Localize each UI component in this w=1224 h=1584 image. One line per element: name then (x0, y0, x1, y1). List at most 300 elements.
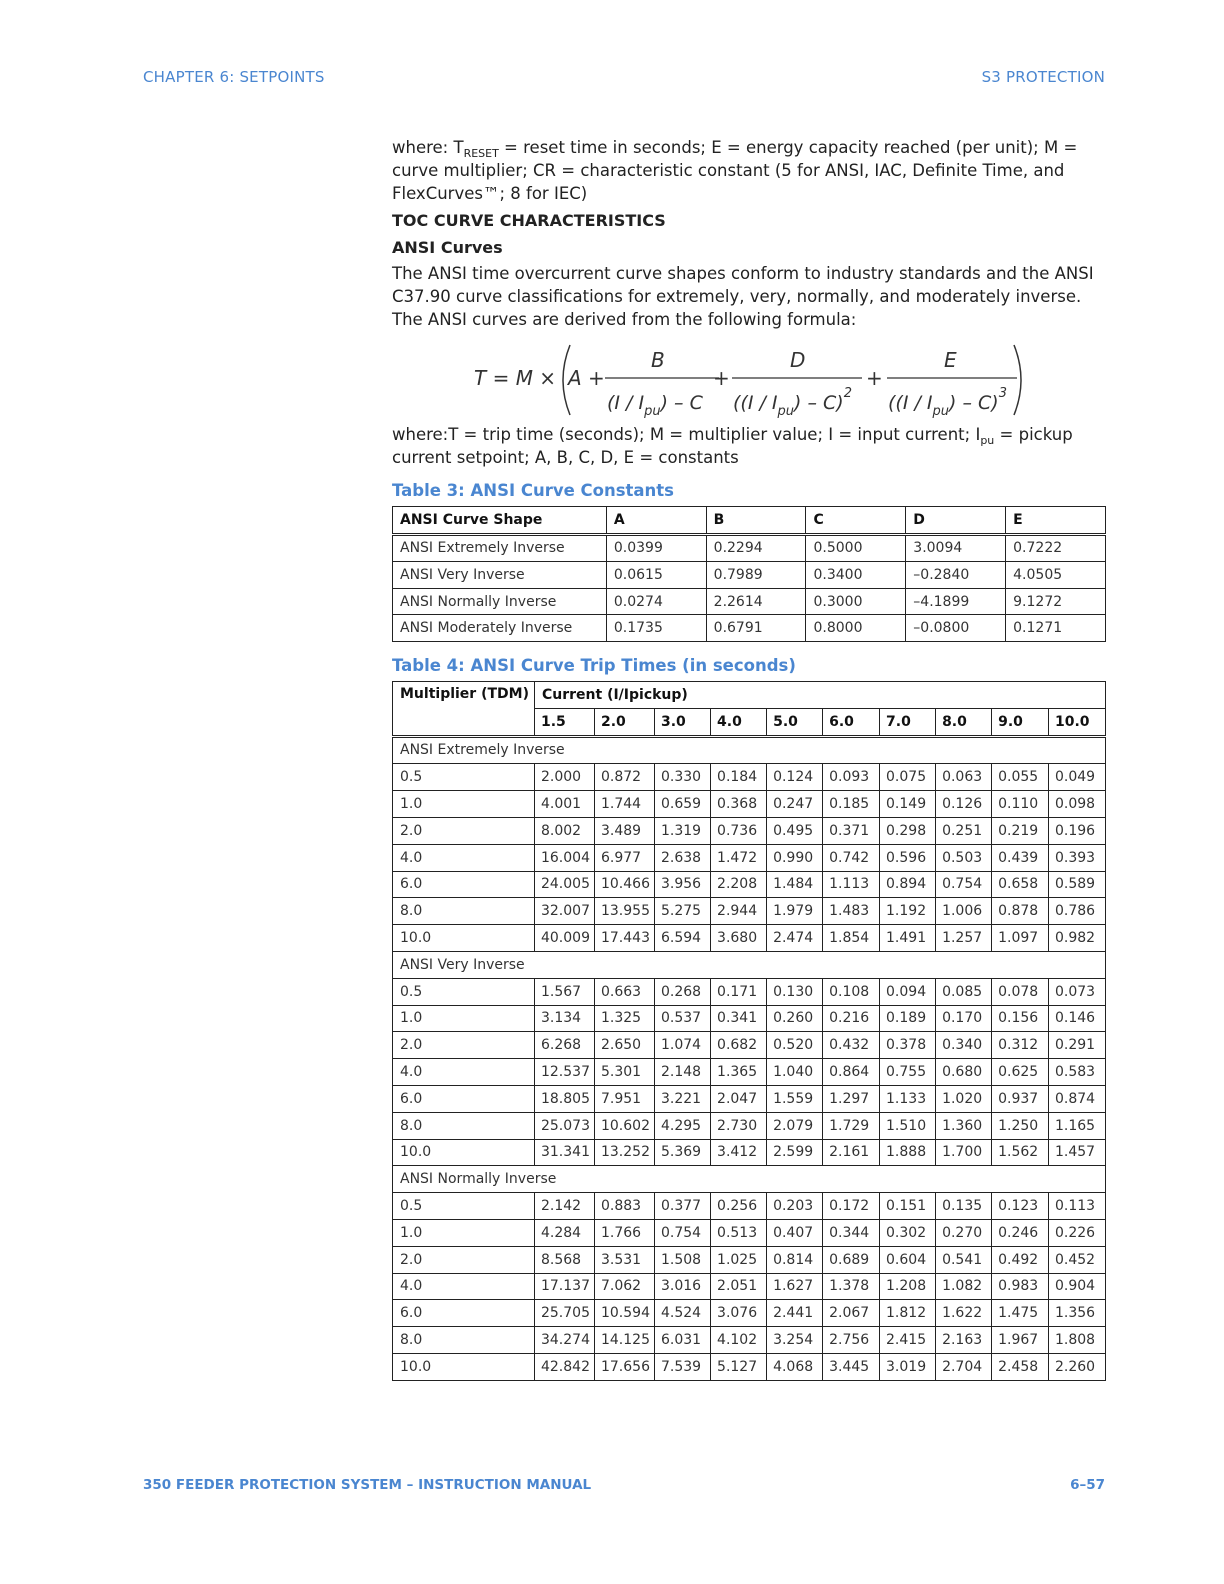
formula-den-2: $((I / I_{pu}) - C)^2$ (733, 386, 852, 419)
table4-cell: 0.604 (880, 1246, 936, 1273)
table3-cell: 0.0274 (606, 588, 706, 615)
table4-cell: 13.252 (594, 1139, 654, 1166)
table4-cell: 0.341 (711, 1005, 767, 1032)
table4-cell: 0.659 (654, 791, 710, 818)
table3-header-cell: D (906, 507, 1006, 535)
table4-cell: 0.246 (992, 1219, 1049, 1246)
chapter-header: CHAPTER 6: SETPOINTS (143, 68, 325, 86)
table4-cell: 0.904 (1049, 1273, 1106, 1300)
table4-cell: 6.031 (654, 1327, 710, 1354)
table4-cell: 17.443 (594, 925, 654, 952)
table4-cell: 0.5 (393, 764, 535, 791)
table4-cell: 10.0 (393, 1139, 535, 1166)
table4-cell: 1.0 (393, 1219, 535, 1246)
table4-cell: 1.040 (767, 1059, 823, 1086)
table4-cell: 0.368 (711, 791, 767, 818)
table3-cell: 0.5000 (806, 534, 906, 562)
table4-cell: 1.074 (654, 1032, 710, 1059)
table4-cell: 0.063 (936, 764, 992, 791)
table4-cell: 1.744 (594, 791, 654, 818)
table3-cell: 3.0094 (906, 534, 1006, 562)
table4-cell: 2.0 (393, 817, 535, 844)
table4-cell: 3.531 (594, 1246, 654, 1273)
page-content (392, 136, 1106, 1381)
ansi-paragraph: The ANSI time overcurrent curve shapes conform to industry standards and the ANSI C37.90 curve classifications for extremely, very, normally, and moderately inverse. The ANSI curves are derived from the following formula: (392, 264, 1094, 329)
table4-cell: 0.219 (992, 817, 1049, 844)
table3-row (393, 588, 1106, 615)
table4-cell: 0.130 (767, 978, 823, 1005)
table4-cell: 1.766 (594, 1219, 654, 1246)
table4-cell: 0.330 (654, 764, 710, 791)
table4-cell: 0.589 (1049, 871, 1106, 898)
table3-cell: 0.8000 (806, 615, 906, 642)
table4-cell: 0.172 (823, 1193, 880, 1220)
table4-cell: 0.393 (1049, 844, 1106, 871)
table4-cell: 10.594 (594, 1300, 654, 1327)
table4-cell: 0.689 (823, 1246, 880, 1273)
table3-row (393, 615, 1106, 642)
table4-cell: 1.484 (767, 871, 823, 898)
table4-cell: 1.627 (767, 1273, 823, 1300)
table4-cell: 10.0 (393, 1353, 535, 1380)
table4-cell: 2.142 (534, 1193, 594, 1220)
table4-current-header: Current (I/Ipickup) (534, 681, 1105, 708)
table4-cell: 14.125 (594, 1327, 654, 1354)
table4-cell: 0.874 (1049, 1085, 1106, 1112)
table4-cell: 1.192 (880, 898, 936, 925)
footer-manual-title: 350 FEEDER PROTECTION SYSTEM – INSTRUCTION MANUAL (143, 1477, 592, 1493)
table4-cell: 0.078 (992, 978, 1049, 1005)
table4-cell: 0.189 (880, 1005, 936, 1032)
table4-cell: 0.055 (992, 764, 1049, 791)
table4-cell: 0.344 (823, 1219, 880, 1246)
table4-cell: 1.360 (936, 1112, 992, 1139)
table4-cell: 34.274 (534, 1327, 594, 1354)
table4-cell: 1.567 (534, 978, 594, 1005)
table4-cell: 6.268 (534, 1032, 594, 1059)
table4-cell: 0.184 (711, 764, 767, 791)
table4-caption: Table 4: ANSI Curve Trip Times (in seconds) (392, 655, 796, 675)
table4-cell: 12.537 (534, 1059, 594, 1086)
section-title: TOC CURVE CHARACTERISTICS (392, 211, 666, 230)
table4-cell: 42.842 (534, 1353, 594, 1380)
table4-cell: 0.596 (880, 844, 936, 871)
table4-cell: 2.051 (711, 1273, 767, 1300)
table4-cell: 2.638 (654, 844, 710, 871)
table4-cell: 1.967 (992, 1327, 1049, 1354)
table4-cell: 1.888 (880, 1139, 936, 1166)
table4-group-label: ANSI Extremely Inverse (393, 736, 1106, 764)
table4-cell: 7.539 (654, 1353, 710, 1380)
table4-cell: 2.047 (711, 1085, 767, 1112)
table4-cell: 17.656 (594, 1353, 654, 1380)
table4-cell: 4.068 (767, 1353, 823, 1380)
table4-cell: 31.341 (534, 1139, 594, 1166)
table4-cell: 0.203 (767, 1193, 823, 1220)
table4-cell: 0.094 (880, 978, 936, 1005)
table4-header-row (393, 681, 1106, 708)
table3-cell: ANSI Extremely Inverse (393, 534, 607, 562)
table4-cell: 1.700 (936, 1139, 992, 1166)
table4-cell: 1.378 (823, 1273, 880, 1300)
table4-cell: 0.541 (936, 1246, 992, 1273)
table4-cell: 3.221 (654, 1085, 710, 1112)
table4-cell: 0.260 (767, 1005, 823, 1032)
table4-cell: 0.196 (1049, 817, 1106, 844)
table4-cell: 8.0 (393, 898, 535, 925)
table4-cell: 1.208 (880, 1273, 936, 1300)
table4-cell: 1.808 (1049, 1327, 1106, 1354)
table4-cell: 2.599 (767, 1139, 823, 1166)
table3-row (393, 562, 1106, 589)
table4-cell: 0.983 (992, 1273, 1049, 1300)
table4-current-cell: 7.0 (880, 708, 936, 736)
formula-plus-1: + (713, 366, 730, 390)
table3-cell: –0.2840 (906, 562, 1006, 589)
table4-cell: 1.559 (767, 1085, 823, 1112)
table4-cell: 2.756 (823, 1327, 880, 1354)
table4-group-label: ANSI Very Inverse (393, 951, 1106, 978)
table4-cell: 18.805 (534, 1085, 594, 1112)
table4-row (393, 1353, 1106, 1380)
table4-row (393, 978, 1106, 1005)
table4-cell: 2.441 (767, 1300, 823, 1327)
table4-cell: 0.270 (936, 1219, 992, 1246)
table4-cell: 0.049 (1049, 764, 1106, 791)
table4-cell: 1.491 (880, 925, 936, 952)
table4-cell: 3.412 (711, 1139, 767, 1166)
table4-cell: 0.075 (880, 764, 936, 791)
table4-cell: 5.127 (711, 1353, 767, 1380)
table4-cell: 0.872 (594, 764, 654, 791)
table4-row (393, 1032, 1106, 1059)
table4-cell: 5.369 (654, 1139, 710, 1166)
table4-multiplier-header: Multiplier (TDM) (393, 681, 535, 736)
table4-current-cell: 5.0 (767, 708, 823, 736)
table4-cell: 1.0 (393, 791, 535, 818)
table4-cell: 0.146 (1049, 1005, 1106, 1032)
table4-cell: 4.0 (393, 844, 535, 871)
table4-row (393, 871, 1106, 898)
table4-group-row (393, 736, 1106, 764)
table4-cell: 25.073 (534, 1112, 594, 1139)
table4-cell: 6.0 (393, 1085, 535, 1112)
table4-row (393, 1085, 1106, 1112)
table3-cell: 0.2294 (706, 534, 806, 562)
table4-cell: 1.025 (711, 1246, 767, 1273)
table4-cell: 1.854 (823, 925, 880, 952)
table4-row (393, 1246, 1106, 1273)
table4-cell: 0.663 (594, 978, 654, 1005)
table4-cell: 0.126 (936, 791, 992, 818)
table4-cell: 0.990 (767, 844, 823, 871)
table4-cell: 5.301 (594, 1059, 654, 1086)
table4-group-row (393, 1166, 1106, 1193)
table4-cell: 4.0 (393, 1059, 535, 1086)
table4-cell: 8.002 (534, 817, 594, 844)
table3-header-cell: ANSI Curve Shape (393, 507, 607, 535)
table4-cell: 0.5 (393, 1193, 535, 1220)
table4-cell: 1.113 (823, 871, 880, 898)
table4-cell: 3.016 (654, 1273, 710, 1300)
table4-row (393, 1139, 1106, 1166)
table4-cell: 0.503 (936, 844, 992, 871)
table4-cell: 0.226 (1049, 1219, 1106, 1246)
table3-cell: 0.7222 (1006, 534, 1106, 562)
table4-cell: 1.483 (823, 898, 880, 925)
table4-cell: 25.705 (534, 1300, 594, 1327)
table4-cell: 6.0 (393, 1300, 535, 1327)
table4-cell: 0.371 (823, 817, 880, 844)
table4-cell: 0.216 (823, 1005, 880, 1032)
table4-cell: 0.098 (1049, 791, 1106, 818)
table4-row (393, 1273, 1106, 1300)
table4-cell: 0.378 (880, 1032, 936, 1059)
table4-cell: 2.161 (823, 1139, 880, 1166)
table4-cell: 0.073 (1049, 978, 1106, 1005)
table3-cell: 4.0505 (1006, 562, 1106, 589)
table4-cell: 2.415 (880, 1327, 936, 1354)
table4-cell: 0.513 (711, 1219, 767, 1246)
table4-cell: 0.680 (936, 1059, 992, 1086)
table4-cell: 8.568 (534, 1246, 594, 1273)
table4-cell: 0.298 (880, 817, 936, 844)
table4-cell: 0.814 (767, 1246, 823, 1273)
table4-current-cell: 6.0 (823, 708, 880, 736)
table4-group-label: ANSI Normally Inverse (393, 1166, 1106, 1193)
table4-cell: 13.955 (594, 898, 654, 925)
table4-cell: 1.133 (880, 1085, 936, 1112)
subsection-title: ANSI Curves (392, 238, 503, 257)
table4-cell: 2.163 (936, 1327, 992, 1354)
table4-cell: 40.009 (534, 925, 594, 952)
table4-cell: 16.004 (534, 844, 594, 871)
table4-cell: 0.302 (880, 1219, 936, 1246)
table4-cell: 1.356 (1049, 1300, 1106, 1327)
table3-cell: 0.0399 (606, 534, 706, 562)
table3-caption: Table 3: ANSI Curve Constants (392, 481, 675, 500)
table4-row (393, 1327, 1106, 1354)
table4-cell: 0.156 (992, 1005, 1049, 1032)
table4-cell: 0.432 (823, 1032, 880, 1059)
table4-cell: 0.340 (936, 1032, 992, 1059)
table3-header-cell: A (606, 507, 706, 535)
table4-cell: 4.001 (534, 791, 594, 818)
table4-row (393, 1112, 1106, 1139)
table4-cell: 0.537 (654, 1005, 710, 1032)
formula-lhs: T = M × (474, 366, 557, 390)
table4-cell: 3.134 (534, 1005, 594, 1032)
table4-current-cell: 2.0 (594, 708, 654, 736)
table4-cell: 3.254 (767, 1327, 823, 1354)
table4-cell: 5.275 (654, 898, 710, 925)
table4-cell: 1.475 (992, 1300, 1049, 1327)
table4-cell: 0.135 (936, 1193, 992, 1220)
table4-cell: 0.754 (654, 1219, 710, 1246)
table4-current-cell: 3.0 (654, 708, 710, 736)
table4-cell: 0.149 (880, 791, 936, 818)
table4-cell: 2.000 (534, 764, 594, 791)
table4-cell: 0.883 (594, 1193, 654, 1220)
formula-num-d: D (790, 348, 806, 372)
table4-cell: 10.602 (594, 1112, 654, 1139)
table4-cell: 0.786 (1049, 898, 1106, 925)
table4-cell: 2.944 (711, 898, 767, 925)
table4-cell: 2.0 (393, 1032, 535, 1059)
table4-cell: 7.062 (594, 1273, 654, 1300)
table3-cell: 0.1735 (606, 615, 706, 642)
trip-where-text: where:T = trip time (seconds); M = multiplier value; I = input current; $I_{pu}$ = pickup current setpoint; A, B, C, D, E = constants (392, 425, 1073, 467)
table4-current-cell: 10.0 (1049, 708, 1106, 736)
table4-cell: 10.466 (594, 871, 654, 898)
table4-cell: 17.137 (534, 1273, 594, 1300)
table4-cell: 1.020 (936, 1085, 992, 1112)
table4-cell: 1.562 (992, 1139, 1049, 1166)
table4-cell: 1.006 (936, 898, 992, 925)
table4-cell: 0.520 (767, 1032, 823, 1059)
table3-cell: –0.0800 (906, 615, 1006, 642)
table4-cell: 3.489 (594, 817, 654, 844)
table4-cell: 1.979 (767, 898, 823, 925)
reset-where-text: where: $T_{RESET}$ = reset time in seconds; E = energy capacity reached (per unit); M = curve multiplier; CR = characteristic constant (5 for ANSI, IAC, Definite Time, and FlexCurves™; 8 for IEC) (392, 138, 1078, 203)
table3-cell: 9.1272 (1006, 588, 1106, 615)
table4-cell: 32.007 (534, 898, 594, 925)
table4-cell: 2.260 (1049, 1353, 1106, 1380)
table4-row (393, 764, 1106, 791)
table4-row (393, 1219, 1106, 1246)
table4-cell: 0.5 (393, 978, 535, 1005)
table4-cell: 4.295 (654, 1112, 710, 1139)
table4-cell: 0.407 (767, 1219, 823, 1246)
table4-cell: 2.0 (393, 1246, 535, 1273)
table4-cell: 1.325 (594, 1005, 654, 1032)
table4-cell: 1.165 (1049, 1112, 1106, 1139)
table4-row (393, 898, 1106, 925)
table4-cell: 0.085 (936, 978, 992, 1005)
table4-cell: 1.812 (880, 1300, 936, 1327)
table4-cell: 0.108 (823, 978, 880, 1005)
table4-cell: 3.076 (711, 1300, 767, 1327)
formula-plus-2: + (866, 366, 883, 390)
table4-cell: 2.704 (936, 1353, 992, 1380)
formula-right-paren (1014, 345, 1021, 415)
table4-cell: 0.894 (880, 871, 936, 898)
table4-cell: 0.439 (992, 844, 1049, 871)
table4-cell: 4.102 (711, 1327, 767, 1354)
table4-cell: 0.937 (992, 1085, 1049, 1112)
table4-cell: 1.0 (393, 1005, 535, 1032)
table4-cell: 1.457 (1049, 1139, 1106, 1166)
table3-cell: 0.0615 (606, 562, 706, 589)
table4-cell: 7.951 (594, 1085, 654, 1112)
section-header: S3 PROTECTION (981, 68, 1105, 86)
ansi-trip-times-table (392, 681, 1106, 1381)
table4-cell: 0.124 (767, 764, 823, 791)
table4-cell: 3.680 (711, 925, 767, 952)
table4-current-cell: 4.0 (711, 708, 767, 736)
table4-cell: 6.0 (393, 871, 535, 898)
table4-cell: 1.250 (992, 1112, 1049, 1139)
table4-cell: 1.472 (711, 844, 767, 871)
table4-cell: 0.742 (823, 844, 880, 871)
table4-cell: 0.755 (880, 1059, 936, 1086)
table4-cell: 0.452 (1049, 1246, 1106, 1273)
table4-row (393, 1059, 1106, 1086)
table4-cell: 0.864 (823, 1059, 880, 1086)
table4-cell: 1.297 (823, 1085, 880, 1112)
table4-row (393, 925, 1106, 952)
table3-cell: 0.1271 (1006, 615, 1106, 642)
table4-cell: 10.0 (393, 925, 535, 952)
table4-cell: 0.151 (880, 1193, 936, 1220)
table4-cell: 0.268 (654, 978, 710, 1005)
table4-cell: 1.365 (711, 1059, 767, 1086)
table4-cell: 0.256 (711, 1193, 767, 1220)
table4-cell: 0.583 (1049, 1059, 1106, 1086)
table4-row (393, 1005, 1106, 1032)
table4-row (393, 1300, 1106, 1327)
table4-cell: 0.878 (992, 898, 1049, 925)
table3-cell: 0.7989 (706, 562, 806, 589)
table4-cell: 0.171 (711, 978, 767, 1005)
table4-cell: 0.754 (936, 871, 992, 898)
table4-cell: 0.291 (1049, 1032, 1106, 1059)
ansi-curve-constants-table (392, 506, 1106, 642)
table4-cell: 0.736 (711, 817, 767, 844)
table4-cell: 1.082 (936, 1273, 992, 1300)
table4-cell: 0.658 (992, 871, 1049, 898)
table4-cell: 1.257 (936, 925, 992, 952)
table3-row (393, 534, 1106, 562)
formula-num-e: E (944, 348, 957, 372)
table3-header-cell: B (706, 507, 806, 535)
table4-group-row (393, 951, 1106, 978)
table4-row (393, 791, 1106, 818)
table4-cell: 0.492 (992, 1246, 1049, 1273)
table4-cell: 0.682 (711, 1032, 767, 1059)
table4-cell: 0.185 (823, 791, 880, 818)
table4-cell: 0.113 (1049, 1193, 1106, 1220)
table4-current-cell: 9.0 (992, 708, 1049, 736)
table3-cell: 2.2614 (706, 588, 806, 615)
table4-row (393, 844, 1106, 871)
table4-cell: 1.508 (654, 1246, 710, 1273)
table4-cell: 6.977 (594, 844, 654, 871)
table4-cell: 1.729 (823, 1112, 880, 1139)
table4-cell: 0.312 (992, 1032, 1049, 1059)
table4-current-cell: 1.5 (534, 708, 594, 736)
table4-cell: 0.625 (992, 1059, 1049, 1086)
table4-cell: 8.0 (393, 1112, 535, 1139)
table3-header-cell: C (806, 507, 906, 535)
table4-cell: 6.594 (654, 925, 710, 952)
table4-cell: 2.148 (654, 1059, 710, 1086)
table4-cell: 2.650 (594, 1032, 654, 1059)
table4-cell: 3.956 (654, 871, 710, 898)
formula-den-3: $((I / I_{pu}) - C)^3$ (888, 386, 1007, 419)
table3-cell: 0.3400 (806, 562, 906, 589)
table4-cell: 0.247 (767, 791, 823, 818)
table4-cell: 0.123 (992, 1193, 1049, 1220)
table4-current-cell: 8.0 (936, 708, 992, 736)
table4-cell: 4.284 (534, 1219, 594, 1246)
table4-cell: 3.019 (880, 1353, 936, 1380)
table4-cell: 2.474 (767, 925, 823, 952)
formula-num-b: B (651, 348, 665, 372)
table4-cell: 0.170 (936, 1005, 992, 1032)
table3-cell: ANSI Very Inverse (393, 562, 607, 589)
table4-cell: 2.458 (992, 1353, 1049, 1380)
